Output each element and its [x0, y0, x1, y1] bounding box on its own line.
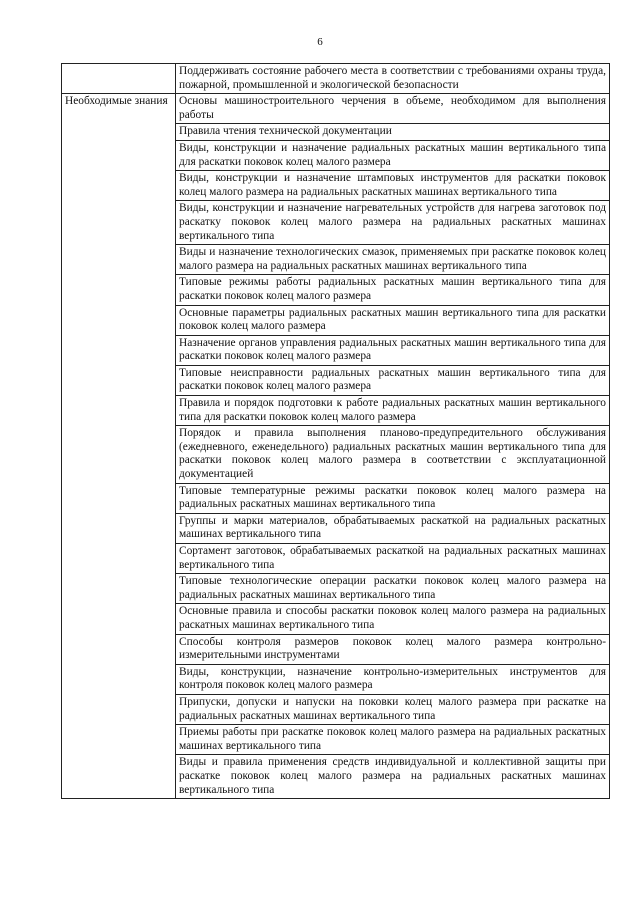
requirements-table [61, 63, 610, 799]
knowledge-item: Правила чтения технической документации [176, 124, 610, 141]
knowledge-item: Виды, конструкции, назначение контрольно-измерительных инструментов для контроля поковок колец малого размера [176, 664, 610, 694]
knowledge-item: Типовые температурные режимы раскатки поковок колец малого размера на радиальных раскатных машинах вертикального типа [176, 483, 610, 513]
knowledge-item: Способы контроля размеров поковок колец малого размера контрольно-измерительными инструментами [176, 634, 610, 664]
knowledge-item: Приемы работы при раскатке поковок колец малого размера на радиальных раскатных машинах вертикального типа [176, 725, 610, 755]
knowledge-item: Сортамент заготовок, обрабатываемых раскаткой на радиальных раскатных машинах вертикального типа [176, 544, 610, 574]
knowledge-item: Правила и порядок подготовки к работе радиальных раскатных машин вертикального типа для раскатки поковок колец малого размера [176, 396, 610, 426]
knowledge-item: Основные правила и способы раскатки поковок колец малого размера на радиальных раскатных машинах вертикального типа [176, 604, 610, 634]
knowledge-item: Виды и правила применения средств индивидуальной и коллективной защиты при раскатке поковок колец малого размера на радиальных раскатных машинах вертикального типа [176, 755, 610, 799]
knowledge-item: Припуски, допуски и напуски на поковки колец малого размера при раскатке на радиальных раскатных машинах вертикального типа [176, 694, 610, 724]
knowledge-item: Типовые неисправности радиальных раскатных машин вертикального типа для раскатки поковок колец малого размера [176, 365, 610, 395]
knowledge-item: Порядок и правила выполнения планово-предупредительного обслуживания (ежедневного, еженедельного) радиальных раскатных машин вертикального типа для раскатки поковок колец малого размера в соответствии с эксплуатационной документацией [176, 426, 610, 483]
knowledge-item: Виды и назначение технологических смазок, применяемых при раскатке поковок колец малого размера на радиальных раскатных машинах вертикального типа [176, 245, 610, 275]
page-number: 6 [317, 36, 323, 48]
row-label [62, 64, 176, 94]
knowledge-item: Группы и марки материалов, обрабатываемых раскаткой на радиальных раскатных машинах вертикального типа [176, 513, 610, 543]
knowledge-item: Виды, конструкции и назначение радиальных раскатных машин вертикального типа для раскатки поковок колец малого размера [176, 140, 610, 170]
table-row [62, 64, 610, 94]
table-cell: Поддерживать состояние рабочего места в соответствии с требованиями охраны труда, пожарной, промышленной и экологической безопасности [176, 64, 610, 94]
knowledge-item: Основные параметры радиальных раскатных машин вертикального типа для раскатки поковок колец малого размера [176, 305, 610, 335]
knowledge-item: Типовые режимы работы радиальных раскатных машин вертикального типа для раскатки поковок колец малого размера [176, 275, 610, 305]
table-row [62, 94, 610, 124]
knowledge-item: Назначение органов управления радиальных раскатных машин вертикального типа для раскатки поковок колец малого размера [176, 335, 610, 365]
knowledge-item: Виды, конструкции и назначение штамповых инструментов для раскатки поковок колец малого размера на радиальных раскатных машинах вертикального типа [176, 171, 610, 201]
knowledge-item: Виды, конструкции и назначение нагревательных устройств для нагрева заготовок под раскатку поковок колец малого размера на радиальных раскатных машинах вертикального типа [176, 201, 610, 245]
section-label: Необходимые знания [62, 94, 176, 799]
knowledge-item: Типовые технологические операции раскатки поковок колец малого размера на радиальных раскатных машинах вертикального типа [176, 574, 610, 604]
knowledge-item: Основы машиностроительного черчения в объеме, необходимом для выполнения работы [176, 94, 610, 124]
